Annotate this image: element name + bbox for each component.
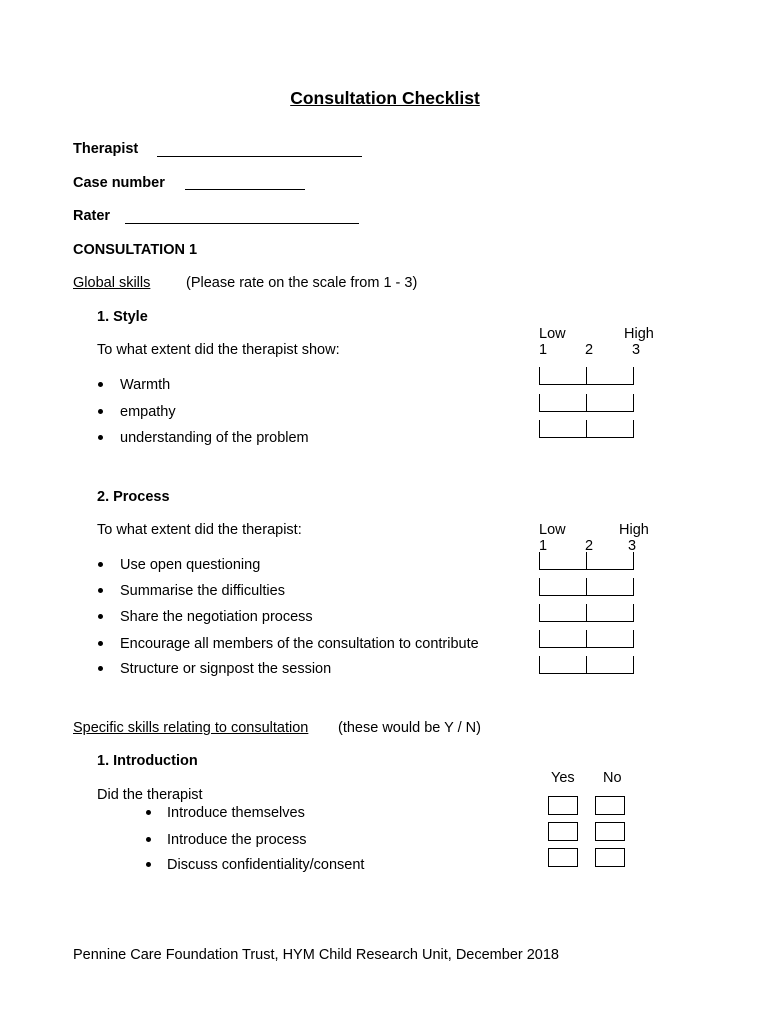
process-scale-high: High — [619, 522, 649, 538]
bullet-icon — [98, 614, 103, 619]
rater-label: Rater — [73, 208, 111, 224]
bullet-icon — [98, 382, 103, 387]
style-scale-1: 1 — [539, 342, 548, 358]
bullet-icon — [98, 435, 103, 440]
bullet-icon — [98, 562, 103, 567]
process-rating-negotiation[interactable] — [539, 604, 635, 622]
style-rating-understanding[interactable] — [539, 420, 635, 438]
process-rating-encourage[interactable] — [539, 630, 635, 648]
bullet-icon — [146, 810, 151, 815]
intro-item-process: Introduce the process — [167, 832, 307, 848]
process-scale-low: Low — [539, 522, 566, 538]
process-item-encourage: Encourage all members of the consultation to contribute — [120, 636, 479, 652]
global-skills-note: (Please rate on the scale from 1 - 3) — [186, 275, 418, 291]
specific-skills-label: Specific skills relating to consultation — [73, 720, 309, 736]
bullet-icon — [98, 641, 103, 646]
intro-yes-checkbox-themselves[interactable] — [548, 796, 578, 815]
bullet-icon — [98, 666, 103, 671]
process-item-summarise: Summarise the difficulties — [120, 583, 285, 599]
intro-no-checkbox-themselves[interactable] — [595, 796, 625, 815]
bullet-icon — [98, 588, 103, 593]
case-number-line[interactable] — [185, 189, 305, 190]
process-item-negotiation: Share the negotiation process — [120, 609, 313, 625]
global-skills-label: Global skills — [73, 275, 151, 291]
style-item-empathy: empathy — [120, 404, 176, 420]
process-item-structure: Structure or signpost the session — [120, 661, 332, 677]
intro-item-themselves: Introduce themselves — [167, 805, 305, 821]
no-label: No — [603, 770, 622, 786]
bullet-icon — [146, 862, 151, 867]
introduction-question: Did the therapist — [97, 787, 203, 803]
style-scale-2: 2 — [585, 342, 594, 358]
style-scale-3: 3 — [632, 342, 641, 358]
introduction-heading: 1. Introduction — [97, 753, 198, 769]
specific-skills-note: (these would be Y / N) — [338, 720, 481, 736]
intro-yes-checkbox-process[interactable] — [548, 822, 578, 841]
footer-text: Pennine Care Foundation Trust, HYM Child Research Unit, December 2018 — [73, 947, 559, 963]
therapist-label: Therapist — [73, 141, 139, 157]
process-question: To what extent did the therapist: — [97, 522, 302, 538]
process-item-open-questioning: Use open questioning — [120, 557, 261, 573]
style-heading: 1. Style — [97, 309, 148, 325]
style-rating-warmth[interactable] — [539, 367, 635, 385]
rater-line[interactable] — [125, 223, 359, 224]
therapist-line[interactable] — [157, 156, 362, 157]
process-rating-structure[interactable] — [539, 656, 635, 674]
intro-no-checkbox-process[interactable] — [595, 822, 625, 841]
style-item-warmth: Warmth — [120, 377, 171, 393]
bullet-icon — [146, 837, 151, 842]
process-heading: 2. Process — [97, 489, 170, 505]
intro-item-confidentiality: Discuss confidentiality/consent — [167, 857, 365, 873]
intro-no-checkbox-confidentiality[interactable] — [595, 848, 625, 867]
style-rating-empathy[interactable] — [539, 394, 635, 412]
case-number-label: Case number — [73, 175, 165, 191]
consultation-heading: CONSULTATION 1 — [73, 242, 198, 258]
bullet-icon — [98, 409, 103, 414]
style-scale-high: High — [624, 326, 654, 342]
intro-yes-checkbox-confidentiality[interactable] — [548, 848, 578, 867]
process-scale-1: 1 — [539, 538, 548, 554]
page-title: Consultation Checklist — [290, 88, 480, 108]
process-scale-2: 2 — [585, 538, 594, 554]
process-scale-3: 3 — [628, 538, 637, 554]
process-rating-summarise[interactable] — [539, 578, 635, 596]
process-rating-open-questioning[interactable] — [539, 552, 635, 570]
style-item-understanding: understanding of the problem — [120, 430, 309, 446]
style-question: To what extent did the therapist show: — [97, 342, 340, 358]
yes-label: Yes — [551, 770, 575, 786]
style-scale-low: Low — [539, 326, 566, 342]
